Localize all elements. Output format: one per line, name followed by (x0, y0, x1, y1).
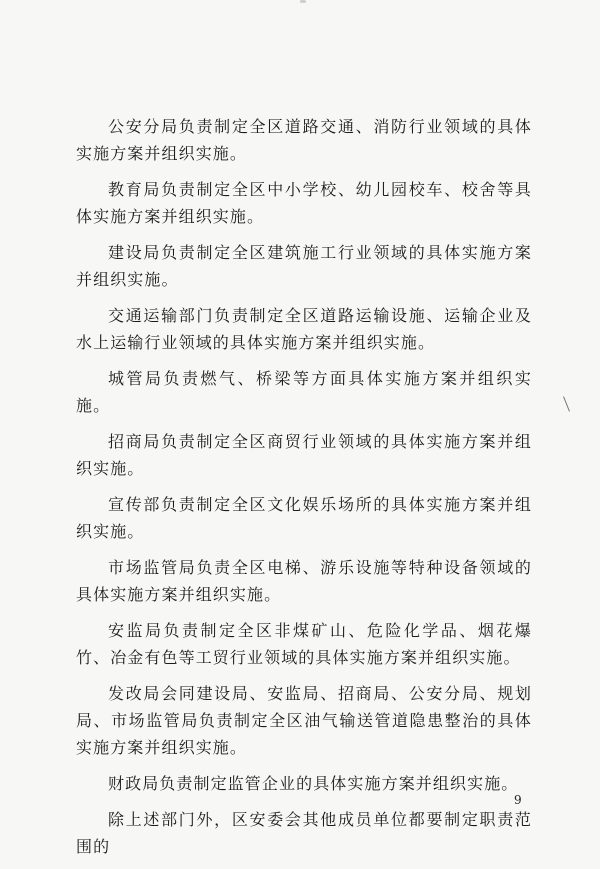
scan-artifact-top (300, 0, 306, 3)
page-number: 9 (514, 793, 522, 807)
paragraph-finance: 财政局负责制定监管企业的具体实施方案并组织实施。 (108, 774, 519, 793)
document-body (76, 113, 532, 869)
paragraph-public-security: 公安分局负责制定全区道路交通、消防行业领域的具体实施方案并组织实施。 (76, 117, 532, 163)
paragraph-development-reform: 发改局会同建设局、安监局、招商局、公安分局、规划局、市场监管局负责制定全区油气输送管道隐患整治的具体实施方案并组织实施。 (76, 684, 532, 757)
paragraph-education: 教育局负责制定全区中小学校、幼儿园校车、校舍等具体实施方案并组织实施。 (76, 180, 532, 226)
paragraph-market-regulation: 市场监管局负责全区电梯、游乐设施等特种设备领域的具体实施方案并组织实施。 (76, 558, 532, 604)
paragraph-other-units: 除上述部门外，区安委会其他成员单位都要制定职责范围的 (76, 810, 532, 856)
paragraph-urban-management: 城管局负责燃气、桥梁等方面具体实施方案并组织实施。 (76, 369, 532, 415)
paragraph-construction: 建设局负责制定全区建筑施工行业领域的具体实施方案并组织实施。 (76, 243, 532, 289)
scan-artifact-mark (563, 396, 570, 411)
paragraph-safety-supervision: 安监局负责制定全区非煤矿山、危险化学品、烟花爆竹、冶金有色等工贸行业领域的具体实施方案并组织实施。 (76, 621, 532, 667)
paragraph-investment: 招商局负责制定全区商贸行业领域的具体实施方案并组织实施。 (76, 432, 532, 478)
paragraph-transport: 交通运输部门负责制定全区道路运输设施、运输企业及水上运输行业领域的具体实施方案并组织实施。 (76, 306, 532, 352)
paragraph-publicity: 宣传部负责制定全区文化娱乐场所的具体实施方案并组织实施。 (76, 495, 532, 541)
